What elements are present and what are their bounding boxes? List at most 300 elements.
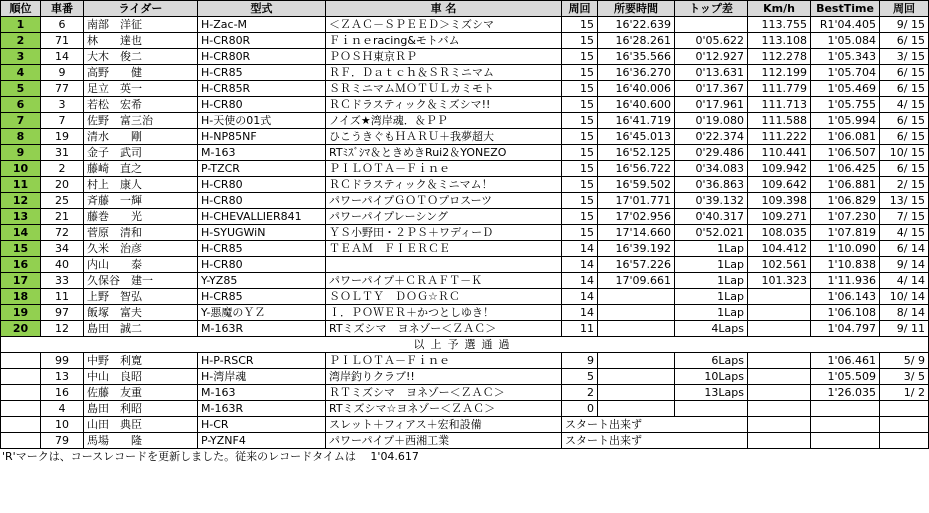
table-row-dns — [1, 417, 929, 433]
cell-best-time: 1'06.081 — [811, 129, 880, 145]
table-row-non-qualifier — [1, 385, 929, 401]
cell-best-time: 1'10.090 — [811, 241, 880, 257]
cell-laps: 14 — [562, 257, 598, 273]
header-best-lap: 周回 — [880, 1, 929, 17]
cell-number: 4 — [41, 401, 84, 417]
cell-best-lap: 3/ 5 — [880, 369, 929, 385]
cell-position: 19 — [1, 305, 41, 321]
cell-number: 77 — [41, 81, 84, 97]
cell-time — [598, 289, 675, 305]
cell-model: Y-悪魔のＹＺ — [198, 305, 326, 321]
cell-best-lap: 5/ 9 — [880, 353, 929, 369]
cell-position: 4 — [1, 65, 41, 81]
cell-best-time: 1'05.509 — [811, 369, 880, 385]
cell-best-time: 1'05.994 — [811, 113, 880, 129]
header-number: 車番 — [41, 1, 84, 17]
cell-best-time: 1'04.797 — [811, 321, 880, 337]
cell-position: 10 — [1, 161, 41, 177]
cell-time — [598, 369, 675, 385]
cell-best-time: 1'05.755 — [811, 97, 880, 113]
cell-rider: 足立 英一 — [84, 81, 198, 97]
cell-gap: 0'29.486 — [675, 145, 748, 161]
cell-model: H-P-RSCR — [198, 353, 326, 369]
cell-team: ひこうきぐもＨＡＲＵ＋我夢超大 — [326, 129, 562, 145]
table-row — [1, 97, 929, 113]
cell-best-lap — [880, 417, 929, 433]
cell-laps: 15 — [562, 97, 598, 113]
cell-time: 16'36.270 — [598, 65, 675, 81]
cell-speed: 113.108 — [748, 33, 811, 49]
cell-rider: 久米 治彦 — [84, 241, 198, 257]
cell-rider: 佐野 富三治 — [84, 113, 198, 129]
cell-best-time: 1'07.230 — [811, 209, 880, 225]
table-row — [1, 305, 929, 321]
cell-number: 12 — [41, 321, 84, 337]
cell-position: 16 — [1, 257, 41, 273]
cell-speed: 108.035 — [748, 225, 811, 241]
cell-best-lap — [880, 433, 929, 449]
cell-laps: 2 — [562, 385, 598, 401]
cell-team: ＰＯＳＨ東京ＲＰ — [326, 49, 562, 65]
cell-best-time: R1'04.405 — [811, 17, 880, 33]
cell-gap: 0'34.083 — [675, 161, 748, 177]
cell-position — [1, 385, 41, 401]
cell-number: 40 — [41, 257, 84, 273]
table-row — [1, 113, 929, 129]
cell-number: 16 — [41, 385, 84, 401]
cell-speed: 109.271 — [748, 209, 811, 225]
cell-model: H-CR85 — [198, 289, 326, 305]
table-row-dns — [1, 433, 929, 449]
table-row — [1, 17, 929, 33]
cell-best-lap: 9/ 11 — [880, 321, 929, 337]
table-row — [1, 209, 929, 225]
cell-team: ＲＣドラスティック＆ミズシマ!! — [326, 97, 562, 113]
results-body — [1, 17, 929, 449]
cell-best-lap: 2/ 15 — [880, 177, 929, 193]
cell-rider: 斉藤 一輝 — [84, 193, 198, 209]
cell-gap: 0'17.961 — [675, 97, 748, 113]
qualifier-separator-row — [1, 337, 929, 353]
cell-number: 13 — [41, 369, 84, 385]
cell-speed — [748, 321, 811, 337]
cell-team: ＹＳ小野田・２ＰＳ＋ワディーＤ — [326, 225, 562, 241]
cell-team: ノイズ★湾岸魂．＆ＰＰ — [326, 113, 562, 129]
cell-time: 16'59.502 — [598, 177, 675, 193]
cell-rider: 島田 誠二 — [84, 321, 198, 337]
cell-speed: 111.779 — [748, 81, 811, 97]
cell-rider: 清水 剛 — [84, 129, 198, 145]
cell-laps: 15 — [562, 193, 598, 209]
cell-best-lap: 6/ 15 — [880, 161, 929, 177]
cell-model: H-CR80R — [198, 33, 326, 49]
cell-gap: 0'39.132 — [675, 193, 748, 209]
header-model: 型式 — [198, 1, 326, 17]
cell-rider: 中野 利寛 — [84, 353, 198, 369]
cell-gap: 0'05.622 — [675, 33, 748, 49]
cell-rider: 馬場 隆 — [84, 433, 198, 449]
cell-rider: 若松 宏希 — [84, 97, 198, 113]
cell-model: M-163 — [198, 385, 326, 401]
cell-best-lap: 4/ 15 — [880, 97, 929, 113]
cell-gap: 0'52.021 — [675, 225, 748, 241]
cell-best-time — [811, 401, 880, 417]
cell-time: 16'41.719 — [598, 113, 675, 129]
cell-best-lap: 6/ 15 — [880, 113, 929, 129]
cell-rider: 林 達也 — [84, 33, 198, 49]
cell-speed: 111.713 — [748, 97, 811, 113]
qualifier-separator: 以上予選通過 — [1, 337, 929, 353]
cell-rider: 佐藤 友重 — [84, 385, 198, 401]
table-row — [1, 161, 929, 177]
cell-gap: 1Lap — [675, 289, 748, 305]
cell-team: ＴＥＡＭ ＦＩＥＲＣＥ — [326, 241, 562, 257]
cell-speed: 109.642 — [748, 177, 811, 193]
cell-laps: 5 — [562, 369, 598, 385]
header-time: 所要時間 — [598, 1, 675, 17]
cell-speed — [748, 401, 811, 417]
cell-time: 16'35.566 — [598, 49, 675, 65]
cell-rider: 村上 康人 — [84, 177, 198, 193]
table-row — [1, 33, 929, 49]
cell-best-time: 1'06.461 — [811, 353, 880, 369]
cell-model: M-163R — [198, 401, 326, 417]
cell-position — [1, 433, 41, 449]
cell-best-time: 1'10.838 — [811, 257, 880, 273]
cell-team: ＳＲミニマムＭＯＴＵＬカミモト — [326, 81, 562, 97]
cell-speed — [748, 385, 811, 401]
cell-rider: 島田 利昭 — [84, 401, 198, 417]
cell-position: 3 — [1, 49, 41, 65]
cell-model: M-163R — [198, 321, 326, 337]
cell-team: ＳＯＬＴＹ ＤＯＧ☆ＲＣ — [326, 289, 562, 305]
cell-position — [1, 369, 41, 385]
cell-gap: 1Lap — [675, 257, 748, 273]
cell-time — [598, 305, 675, 321]
cell-gap: 1Lap — [675, 273, 748, 289]
cell-speed — [748, 353, 811, 369]
cell-position: 17 — [1, 273, 41, 289]
cell-laps: 15 — [562, 49, 598, 65]
cell-team: パワーパイプ＋西湘工業 — [326, 433, 562, 449]
cell-best-lap: 13/ 15 — [880, 193, 929, 209]
cell-laps: 15 — [562, 209, 598, 225]
cell-number: 2 — [41, 161, 84, 177]
cell-number: 10 — [41, 417, 84, 433]
cell-number: 71 — [41, 33, 84, 49]
cell-speed: 101.323 — [748, 273, 811, 289]
cell-gap: 0'22.374 — [675, 129, 748, 145]
cell-best-time: 1'06.829 — [811, 193, 880, 209]
cell-position — [1, 417, 41, 433]
cell-number: 25 — [41, 193, 84, 209]
cell-laps: 14 — [562, 289, 598, 305]
cell-time — [598, 321, 675, 337]
cell-best-lap: 1/ 2 — [880, 385, 929, 401]
cell-time: 16'22.639 — [598, 17, 675, 33]
cell-speed: 111.588 — [748, 113, 811, 129]
cell-number: 20 — [41, 177, 84, 193]
cell-best-time: 1'26.035 — [811, 385, 880, 401]
table-row — [1, 49, 929, 65]
table-row — [1, 193, 929, 209]
cell-position — [1, 353, 41, 369]
cell-time — [598, 401, 675, 417]
cell-position: 6 — [1, 97, 41, 113]
cell-time: 16'40.600 — [598, 97, 675, 113]
table-row — [1, 225, 929, 241]
table-row — [1, 129, 929, 145]
header-rider: ライダー — [84, 1, 198, 17]
table-row — [1, 321, 929, 337]
cell-time: 17'01.771 — [598, 193, 675, 209]
header-laps: 周回 — [562, 1, 598, 17]
cell-rider: 菅原 清和 — [84, 225, 198, 241]
cell-best-time: 1'06.143 — [811, 289, 880, 305]
cell-laps: 0 — [562, 401, 598, 417]
cell-gap: 1Lap — [675, 305, 748, 321]
cell-gap: 0'13.631 — [675, 65, 748, 81]
cell-speed: 110.441 — [748, 145, 811, 161]
cell-best-time: 1'05.469 — [811, 81, 880, 97]
cell-rider: 内山 泰 — [84, 257, 198, 273]
cell-best-lap: 9/ 15 — [880, 17, 929, 33]
cell-best-time: 1'06.881 — [811, 177, 880, 193]
cell-time: 16'40.006 — [598, 81, 675, 97]
cell-rider: 山田 典臣 — [84, 417, 198, 433]
table-row — [1, 81, 929, 97]
cell-team: ＜ＺＡＣ－ＳＰＥＥＤ＞ミズシマ — [326, 17, 562, 33]
header-team: 車 名 — [326, 1, 562, 17]
cell-team: ＲＦ．Ｄａｔｃｈ＆ＳＲミニマム — [326, 65, 562, 81]
cell-team: Ｆｉｎｅracing&モトバム — [326, 33, 562, 49]
cell-number: 31 — [41, 145, 84, 161]
cell-laps: 15 — [562, 129, 598, 145]
cell-model: M-163 — [198, 145, 326, 161]
cell-best-time: 1'05.704 — [811, 65, 880, 81]
table-row — [1, 65, 929, 81]
cell-number: 33 — [41, 273, 84, 289]
cell-model: H-CR80R — [198, 49, 326, 65]
cell-team: スレット＋フィアス＋宏和設備 — [326, 417, 562, 433]
cell-position: 5 — [1, 81, 41, 97]
cell-best-lap: 10/ 15 — [880, 145, 929, 161]
cell-best-time — [811, 433, 880, 449]
cell-position: 20 — [1, 321, 41, 337]
cell-best-lap: 4/ 14 — [880, 273, 929, 289]
cell-rider: 大木 俊二 — [84, 49, 198, 65]
cell-gap: 13Laps — [675, 385, 748, 401]
cell-speed: 112.278 — [748, 49, 811, 65]
cell-gap: 0'19.080 — [675, 113, 748, 129]
cell-best-time — [811, 417, 880, 433]
cell-rider: 久保谷 建一 — [84, 273, 198, 289]
cell-speed — [748, 369, 811, 385]
header-speed: Km/h — [748, 1, 811, 17]
cell-model: H-CR85 — [198, 241, 326, 257]
cell-position: 15 — [1, 241, 41, 257]
header-position: 順位 — [1, 1, 41, 17]
cell-number: 9 — [41, 65, 84, 81]
table-row — [1, 257, 929, 273]
table-row — [1, 289, 929, 305]
cell-gap: 10Laps — [675, 369, 748, 385]
cell-gap: 0'40.317 — [675, 209, 748, 225]
cell-rider: 中山 良昭 — [84, 369, 198, 385]
cell-team: RTﾐｽﾞｼﾏ＆ときめきRui2＆YONEZO — [326, 145, 562, 161]
cell-number: 7 — [41, 113, 84, 129]
cell-speed — [748, 433, 811, 449]
cell-gap — [675, 17, 748, 33]
cell-team: 湾岸釣りクラブ!! — [326, 369, 562, 385]
cell-speed: 112.199 — [748, 65, 811, 81]
cell-laps: 11 — [562, 321, 598, 337]
cell-time: 16'52.125 — [598, 145, 675, 161]
cell-laps: 15 — [562, 113, 598, 129]
cell-position: 1 — [1, 17, 41, 33]
table-row — [1, 177, 929, 193]
cell-number: 6 — [41, 17, 84, 33]
cell-rider: 金子 武司 — [84, 145, 198, 161]
cell-number: 14 — [41, 49, 84, 65]
cell-team: RTミズシマ☆ヨネゾー＜ＺＡＣ＞ — [326, 401, 562, 417]
cell-best-lap: 7/ 15 — [880, 209, 929, 225]
cell-team: RTミズシマ ヨネゾー＜ＺＡＣ＞ — [326, 321, 562, 337]
cell-number: 99 — [41, 353, 84, 369]
cell-best-lap: 6/ 15 — [880, 129, 929, 145]
cell-best-lap: 10/ 14 — [880, 289, 929, 305]
cell-model: H-CR85 — [198, 65, 326, 81]
cell-gap — [675, 401, 748, 417]
cell-speed — [748, 417, 811, 433]
cell-speed: 109.942 — [748, 161, 811, 177]
cell-position: 12 — [1, 193, 41, 209]
cell-model: Y-YZ85 — [198, 273, 326, 289]
cell-best-lap: 9/ 14 — [880, 257, 929, 273]
cell-time: 16'39.192 — [598, 241, 675, 257]
cell-best-lap: 3/ 15 — [880, 49, 929, 65]
cell-model: H-CR80 — [198, 97, 326, 113]
cell-model: H-天使の01式 — [198, 113, 326, 129]
cell-number: 21 — [41, 209, 84, 225]
cell-model: H-Zac-M — [198, 17, 326, 33]
cell-position — [1, 401, 41, 417]
cell-laps: 14 — [562, 273, 598, 289]
cell-position: 18 — [1, 289, 41, 305]
cell-number: 34 — [41, 241, 84, 257]
cell-best-time: 1'06.108 — [811, 305, 880, 321]
cell-time: 16'57.226 — [598, 257, 675, 273]
cell-rider: 高野 健 — [84, 65, 198, 81]
table-row-non-qualifier — [1, 401, 929, 417]
header-row — [1, 1, 929, 17]
cell-speed: 109.398 — [748, 193, 811, 209]
cell-best-time: 1'06.507 — [811, 145, 880, 161]
cell-position: 8 — [1, 129, 41, 145]
table-row — [1, 145, 929, 161]
cell-model: H-CR — [198, 417, 326, 433]
cell-gap: 4Laps — [675, 321, 748, 337]
cell-best-lap: 6/ 15 — [880, 65, 929, 81]
cell-best-lap — [880, 401, 929, 417]
cell-rider: 飯塚 富夫 — [84, 305, 198, 321]
cell-speed — [748, 305, 811, 321]
cell-number: 11 — [41, 289, 84, 305]
cell-best-lap: 6/ 15 — [880, 33, 929, 49]
cell-time: 17'02.956 — [598, 209, 675, 225]
cell-best-lap: 6/ 14 — [880, 241, 929, 257]
cell-rider: 藤崎 直之 — [84, 161, 198, 177]
cell-best-lap: 8/ 14 — [880, 305, 929, 321]
cell-model: H-NP85NF — [198, 129, 326, 145]
cell-best-time: 1'06.425 — [811, 161, 880, 177]
cell-gap: 6Laps — [675, 353, 748, 369]
cell-number: 19 — [41, 129, 84, 145]
cell-time — [598, 385, 675, 401]
cell-best-time: 1'11.936 — [811, 273, 880, 289]
cell-rider: 南部 洋征 — [84, 17, 198, 33]
cell-gap: 0'36.863 — [675, 177, 748, 193]
cell-laps: 15 — [562, 161, 598, 177]
cell-model: H-CR85R — [198, 81, 326, 97]
cell-team: パワーパイプＧＯＴＯプロスーツ — [326, 193, 562, 209]
cell-laps: 14 — [562, 305, 598, 321]
cell-laps: 15 — [562, 177, 598, 193]
header-gap: トップ差 — [675, 1, 748, 17]
cell-speed: 102.561 — [748, 257, 811, 273]
cell-speed: 111.222 — [748, 129, 811, 145]
table-row — [1, 241, 929, 257]
cell-laps: 15 — [562, 17, 598, 33]
cell-number: 72 — [41, 225, 84, 241]
cell-position: 2 — [1, 33, 41, 49]
cell-gap: 0'12.927 — [675, 49, 748, 65]
cell-team: Ｉ．ＰＯＷＥＲ＋かつとしゆき！ — [326, 305, 562, 321]
cell-number: 79 — [41, 433, 84, 449]
cell-team: ＲＣドラスティック＆ミニマム！ — [326, 177, 562, 193]
cell-time: 17'09.661 — [598, 273, 675, 289]
cell-model: H-湾岸魂 — [198, 369, 326, 385]
cell-team — [326, 257, 562, 273]
cell-team: ＰＩＬＯＴＡ－Ｆｉｎｅ — [326, 353, 562, 369]
cell-laps: 14 — [562, 241, 598, 257]
cell-position: 14 — [1, 225, 41, 241]
cell-position: 9 — [1, 145, 41, 161]
cell-speed: 113.755 — [748, 17, 811, 33]
table-row-non-qualifier — [1, 353, 929, 369]
cell-team: パワーパイプレーシング — [326, 209, 562, 225]
cell-dns-note: スタート出来ず — [562, 433, 748, 449]
cell-rider: 藤巻 光 — [84, 209, 198, 225]
cell-model: H-CR80 — [198, 193, 326, 209]
cell-team: パワーパイプ＋ＣＲＡＦＴ－Ｋ — [326, 273, 562, 289]
cell-best-time: 1'07.819 — [811, 225, 880, 241]
cell-best-time: 1'05.084 — [811, 33, 880, 49]
cell-position: 13 — [1, 209, 41, 225]
cell-gap: 1Lap — [675, 241, 748, 257]
cell-time: 16'28.261 — [598, 33, 675, 49]
cell-model: P-TZCR — [198, 161, 326, 177]
cell-laps: 15 — [562, 81, 598, 97]
cell-time: 16'56.722 — [598, 161, 675, 177]
cell-laps: 15 — [562, 33, 598, 49]
cell-team: ＲＴミズシマ ヨネゾー＜ＺＡＣ＞ — [326, 385, 562, 401]
cell-best-lap: 6/ 15 — [880, 81, 929, 97]
cell-model: H-CR80 — [198, 257, 326, 273]
cell-number: 3 — [41, 97, 84, 113]
cell-position: 7 — [1, 113, 41, 129]
cell-position: 11 — [1, 177, 41, 193]
